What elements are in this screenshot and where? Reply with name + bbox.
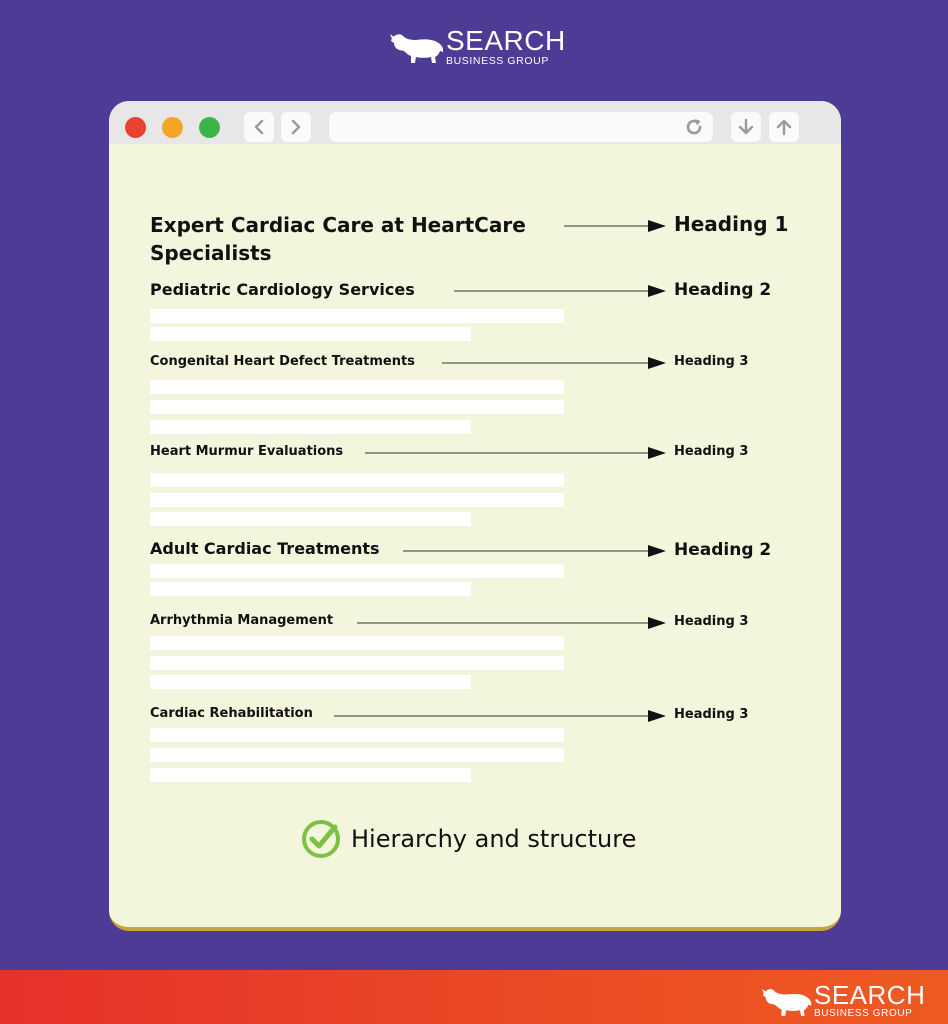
heading-3-text: Heart Murmur Evaluations [150,444,344,459]
brand-logo-bottom [762,982,925,1019]
heading-3-text: Cardiac Rehabilitation [150,706,313,721]
back-button[interactable] [244,112,274,142]
heading-1-line-1: Expert Cardiac Care at HeartCare [150,213,526,237]
arrow-icon [564,219,668,233]
close-window-button[interactable] [125,117,146,138]
heading-3-tag: Heading 3 [674,707,749,722]
brand-subtitle: BUSINESS GROUP [446,55,549,67]
maximize-window-button[interactable] [199,117,220,138]
heading-3-text: Congenital Heart Defect Treatments [150,354,415,369]
brand-logo-top [390,27,566,67]
heading-2-text: Adult Cardiac Treatments [150,539,380,558]
placeholder-text-line [150,564,564,578]
heading-2-tag: Heading 2 [674,280,772,300]
browser-window [109,101,841,931]
chevron-left-icon [251,119,267,135]
placeholder-text-line [150,327,471,341]
placeholder-text-line [150,493,564,507]
minimize-window-button[interactable] [162,117,183,138]
heading-1-text [150,211,526,267]
arrow-icon [357,616,668,630]
heading-3-text: Arrhythmia Management [150,613,334,628]
address-bar[interactable] [329,112,713,142]
brand-name: SEARCH [814,980,926,1010]
arrow-icon [454,284,668,298]
upload-button[interactable] [769,112,799,142]
browser-toolbar [109,101,841,144]
forward-button[interactable] [281,112,311,142]
placeholder-text-line [150,400,564,414]
placeholder-text-line [150,748,564,762]
placeholder-text-line [150,675,471,689]
placeholder-text-line [150,473,564,487]
placeholder-text-line [150,582,471,596]
heading-3-tag: Heading 3 [674,354,749,369]
bull-logo-icon [390,30,446,64]
heading-1-tag: Heading 1 [674,212,789,236]
placeholder-text-line [150,420,471,434]
bull-logo-icon [762,985,814,1017]
placeholder-text-line [150,768,471,782]
arrow-up-icon [775,118,793,136]
placeholder-text-line [150,656,564,670]
heading-2-text: Pediatric Cardiology Services [150,280,415,299]
heading-1-line-2: Specialists [150,241,272,265]
arrow-icon [403,544,668,558]
summary-label: Hierarchy and structure [351,825,637,853]
arrow-icon [365,446,668,460]
arrow-icon [442,356,668,370]
hierarchy-summary [301,819,636,859]
brand-name: SEARCH [446,25,566,56]
heading-3-tag: Heading 3 [674,444,749,459]
check-circle-icon [301,819,341,859]
placeholder-text-line [150,636,564,650]
download-button[interactable] [731,112,761,142]
brand-subtitle: BUSINESS GROUP [814,1008,913,1019]
chevron-right-icon [288,119,304,135]
placeholder-text-line [150,309,564,323]
arrow-icon [334,709,668,723]
arrow-down-icon [737,118,755,136]
placeholder-text-line [150,512,471,526]
placeholder-text-line [150,380,564,394]
placeholder-text-line [150,728,564,742]
heading-3-tag: Heading 3 [674,614,749,629]
reload-icon[interactable] [683,116,705,138]
heading-2-tag: Heading 2 [674,540,772,560]
